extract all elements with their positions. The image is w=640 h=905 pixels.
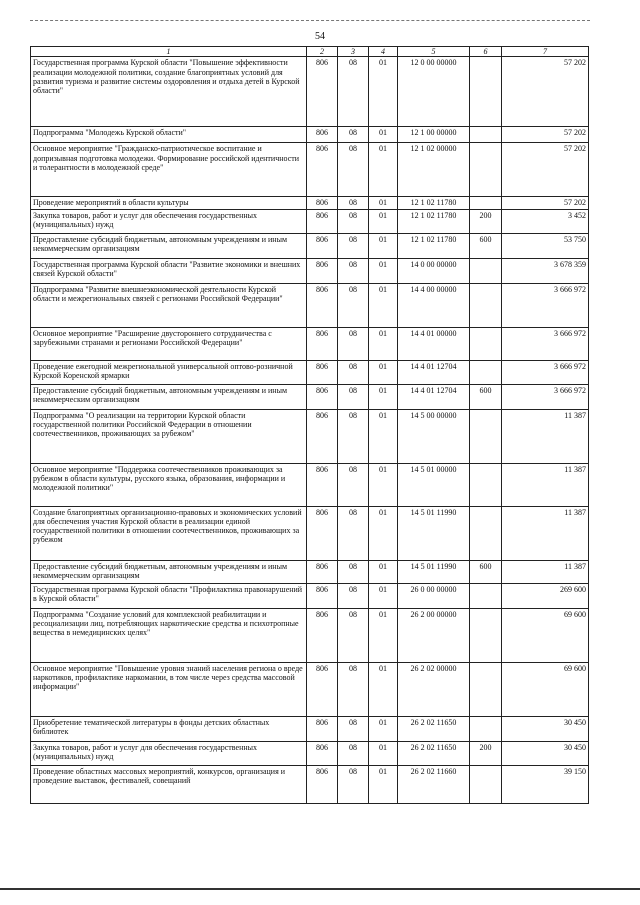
row-amount: 3 666 972 [502,384,589,409]
row-code-section: 08 [338,283,369,327]
row-amount: 11 387 [502,463,589,506]
row-code-type [470,463,502,506]
table-row [31,765,589,803]
row-code-section: 08 [338,209,369,233]
table-row [31,608,589,662]
row-code-subsection: 01 [369,741,398,765]
row-code-section: 08 [338,765,369,803]
row-amount: 11 387 [502,506,589,560]
row-name: Подпрограмма "Молодежь Курской области" [31,127,307,143]
row-code-target: 12 1 02 11780 [398,209,470,233]
row-code-target: 12 1 00 00000 [398,127,470,143]
row-code-section: 08 [338,463,369,506]
table-row [31,258,589,283]
row-code-type [470,258,502,283]
row-code-type: 200 [470,741,502,765]
row-code-ministry: 806 [307,283,338,327]
row-code-target: 26 2 00 00000 [398,608,470,662]
row-name: Подпрограмма "Развитие внешнеэкономической деятельности Курской области и межрегиональных связей с регионами Российской Федерации" [31,283,307,327]
row-code-target: 26 0 00 00000 [398,583,470,608]
row-amount: 269 600 [502,583,589,608]
row-code-type [470,197,502,209]
row-code-section: 08 [338,583,369,608]
row-name: Основное мероприятие "Повышение уровня знаний населения региона о вреде наркотиков, профилактике наркомании, в том числе через средства массовой информации" [31,662,307,716]
table-row [31,506,589,560]
row-code-type [470,506,502,560]
row-name: Основное мероприятие "Поддержка соотечественников проживающих за рубежом в области культуры, русского языка, образования, информации и молодежной политики" [31,463,307,506]
row-name: Основное мероприятие "Расширение двустороннего сотрудничества с зарубежными странами и регионами Российской Федерации" [31,327,307,360]
row-code-type: 200 [470,209,502,233]
row-amount: 3 666 972 [502,327,589,360]
table-row [31,127,589,143]
header-col-5: 5 [398,47,470,57]
row-code-subsection: 01 [369,57,398,127]
row-name: Проведение областных массовых мероприятий, конкурсов, организация и проведение выставок, фестивалей, совещаний [31,765,307,803]
row-amount: 3 666 972 [502,283,589,327]
header-col-4: 4 [369,47,398,57]
row-code-type: 600 [470,233,502,258]
row-code-type: 600 [470,384,502,409]
header-row [31,47,589,57]
row-code-type [470,327,502,360]
row-code-ministry: 806 [307,583,338,608]
table-row [31,143,589,197]
row-code-subsection: 01 [369,143,398,197]
row-amount: 39 150 [502,765,589,803]
row-code-type [470,143,502,197]
row-code-target: 12 1 02 11780 [398,197,470,209]
row-code-ministry: 806 [307,258,338,283]
top-divider [30,20,590,21]
row-code-subsection: 01 [369,716,398,741]
row-code-target: 14 5 00 00000 [398,409,470,463]
table-row [31,463,589,506]
row-code-type [470,716,502,741]
row-code-ministry: 806 [307,360,338,384]
table-row [31,57,589,127]
page-number: 54 [315,31,325,42]
budget-table [30,46,589,804]
row-code-ministry: 806 [307,233,338,258]
row-name: Закупка товаров, работ и услуг для обеспечения государственных (муниципальных) нужд [31,741,307,765]
row-code-type [470,662,502,716]
row-code-target: 14 5 01 11990 [398,560,470,583]
row-name: Государственная программа Курской области "Развитие экономики и внешних связей Курской области" [31,258,307,283]
row-code-ministry: 806 [307,463,338,506]
row-code-section: 08 [338,258,369,283]
row-amount: 69 600 [502,662,589,716]
row-code-subsection: 01 [369,608,398,662]
row-name: Создание благоприятных организационно-правовых и экономических условий для обеспечения участия Курской области в реализации единой государственной политики в отношении соотечественников, проживающих за рубежом [31,506,307,560]
row-amount: 3 678 359 [502,258,589,283]
row-code-section: 08 [338,741,369,765]
row-code-ministry: 806 [307,127,338,143]
row-code-ministry: 806 [307,506,338,560]
row-amount: 3 452 [502,209,589,233]
table-row [31,384,589,409]
table-row [31,197,589,209]
row-amount: 57 202 [502,57,589,127]
row-code-target: 14 4 01 12704 [398,360,470,384]
row-code-subsection: 01 [369,233,398,258]
row-code-ministry: 806 [307,143,338,197]
table-row [31,560,589,583]
row-code-section: 08 [338,662,369,716]
row-name: Государственная программа Курской области "Профилактика правонарушений в Курской области" [31,583,307,608]
row-code-subsection: 01 [369,209,398,233]
row-code-section: 08 [338,716,369,741]
row-amount: 11 387 [502,560,589,583]
row-code-ministry: 806 [307,197,338,209]
row-code-target: 14 4 00 00000 [398,283,470,327]
row-code-section: 08 [338,197,369,209]
row-name: Основное мероприятие "Гражданско-патриотическое воспитание и допризывная подготовка молодежи. Формирование российской идентичности и толерантности в молодежной среде" [31,143,307,197]
row-name: Подпрограмма "О реализации на территории Курской области государственной политики Российской Федерации в отношении соотечественников, проживающих за рубежом" [31,409,307,463]
row-code-subsection: 01 [369,258,398,283]
row-code-section: 08 [338,327,369,360]
table-row [31,360,589,384]
row-code-subsection: 01 [369,197,398,209]
row-code-subsection: 01 [369,409,398,463]
row-code-type [470,360,502,384]
row-amount: 57 202 [502,143,589,197]
row-code-section: 08 [338,233,369,258]
row-code-section: 08 [338,560,369,583]
row-code-subsection: 01 [369,583,398,608]
row-code-subsection: 01 [369,765,398,803]
row-name: Государственная программа Курской области "Повышение эффективности реализации молодежной политики, создание благоприятных условий для развития туризма и развитие системы оздоровления и отдыха детей в Курской области" [31,57,307,127]
row-code-section: 08 [338,608,369,662]
row-code-section: 08 [338,127,369,143]
row-code-target: 14 0 00 00000 [398,258,470,283]
row-code-type [470,127,502,143]
table-row [31,327,589,360]
row-code-target: 14 4 01 00000 [398,327,470,360]
row-code-type [470,283,502,327]
row-code-target: 14 5 01 11990 [398,506,470,560]
row-code-ministry: 806 [307,741,338,765]
row-code-subsection: 01 [369,127,398,143]
row-code-section: 08 [338,409,369,463]
row-code-subsection: 01 [369,384,398,409]
row-code-ministry: 806 [307,662,338,716]
row-amount: 53 750 [502,233,589,258]
row-amount: 57 202 [502,197,589,209]
row-name: Приобретение тематической литературы в фонды детских областных библиотек [31,716,307,741]
row-amount: 30 450 [502,741,589,765]
row-amount: 57 202 [502,127,589,143]
row-code-ministry: 806 [307,327,338,360]
table-body [31,57,589,803]
row-code-section: 08 [338,384,369,409]
table-row [31,662,589,716]
row-name: Проведение мероприятий в области культуры [31,197,307,209]
row-code-ministry: 806 [307,765,338,803]
row-code-section: 08 [338,143,369,197]
table-row [31,741,589,765]
row-code-subsection: 01 [369,327,398,360]
row-amount: 11 387 [502,409,589,463]
row-code-ministry: 806 [307,209,338,233]
row-code-type [470,765,502,803]
row-code-target: 12 1 02 00000 [398,143,470,197]
row-name: Предоставление субсидий бюджетным, автономным учреждениям и иным некоммерческим организациям [31,560,307,583]
row-code-subsection: 01 [369,662,398,716]
row-code-type [470,409,502,463]
row-code-target: 26 2 02 00000 [398,662,470,716]
row-name: Подпрограмма "Создание условий для комплексной реабилитации и ресоциализации лиц, потребляющих наркотические средства и психотропные вещества в немедицинских целях" [31,608,307,662]
row-code-section: 08 [338,57,369,127]
table-row [31,233,589,258]
row-amount: 3 666 972 [502,360,589,384]
header-col-1: 1 [31,47,307,57]
row-code-subsection: 01 [369,463,398,506]
row-code-target: 12 1 02 11780 [398,233,470,258]
row-code-subsection: 01 [369,560,398,583]
row-amount: 30 450 [502,716,589,741]
row-code-ministry: 806 [307,608,338,662]
row-code-target: 26 2 02 11650 [398,741,470,765]
row-code-subsection: 01 [369,506,398,560]
row-amount: 69 600 [502,608,589,662]
row-name: Закупка товаров, работ и услуг для обеспечения государственных (муниципальных) нужд [31,209,307,233]
table-row [31,583,589,608]
table-row [31,209,589,233]
header-col-3: 3 [338,47,369,57]
row-code-target: 14 4 01 12704 [398,384,470,409]
row-code-target: 26 2 02 11650 [398,716,470,741]
header-col-7: 7 [502,47,589,57]
row-code-subsection: 01 [369,283,398,327]
row-code-target: 26 2 02 11660 [398,765,470,803]
row-code-section: 08 [338,360,369,384]
row-code-ministry: 806 [307,57,338,127]
row-code-section: 08 [338,506,369,560]
table-row [31,283,589,327]
header-col-6: 6 [470,47,502,57]
row-code-target: 12 0 00 00000 [398,57,470,127]
header-col-2: 2 [307,47,338,57]
row-code-subsection: 01 [369,360,398,384]
row-code-ministry: 806 [307,384,338,409]
row-code-type [470,57,502,127]
table-row [31,716,589,741]
row-code-target: 14 5 01 00000 [398,463,470,506]
row-code-ministry: 806 [307,716,338,741]
table-row [31,409,589,463]
row-name: Предоставление субсидий бюджетным, автономным учреждениям и иным некоммерческим организациям [31,384,307,409]
row-name: Предоставление субсидий бюджетным, автономным учреждениям и иным некоммерческим организациям [31,233,307,258]
row-code-ministry: 806 [307,409,338,463]
row-code-type [470,608,502,662]
row-name: Проведение ежегодной межрегиональной универсальной оптово-розничной Курской Коренской ярмарки [31,360,307,384]
row-code-ministry: 806 [307,560,338,583]
row-code-type [470,583,502,608]
row-code-type: 600 [470,560,502,583]
bottom-divider [0,888,640,890]
